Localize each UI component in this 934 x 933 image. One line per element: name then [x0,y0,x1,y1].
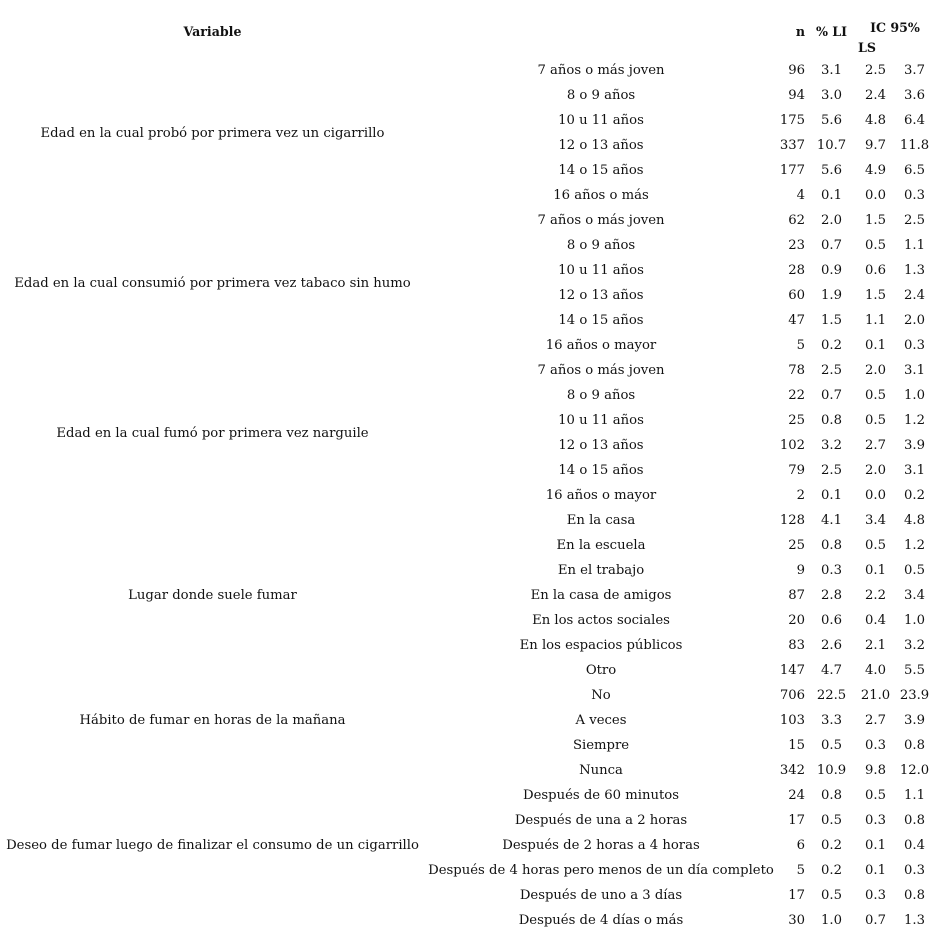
category-cell: Otro [585,663,617,678]
ls-cell: 2.0 [904,313,925,328]
li-cell: 4.8 [865,113,886,128]
li-cell: 9.8 [865,763,886,778]
li-cell: 2.7 [865,713,886,728]
ls-cell: 2.4 [904,288,925,303]
header-pct-li: % LI [815,23,848,39]
li-cell: 2.7 [865,438,886,453]
table-row [0,208,934,233]
table-row [0,683,934,708]
li-cell: 2.0 [865,463,886,478]
variable-label: Lugar donde suele fumar [128,588,297,603]
pct-li-cell: 2.0 [821,213,842,228]
ls-cell: 3.9 [904,713,925,728]
li-cell: 0.4 [865,613,886,628]
ls-cell: 1.1 [904,238,925,253]
n-cell: 17 [788,888,805,903]
pct-li-cell: 0.5 [821,888,842,903]
li-cell: 0.0 [865,188,886,203]
category-cell: 14 o 15 años [558,163,644,178]
pct-li-cell: 4.7 [821,663,842,678]
data-table [0,4,934,933]
li-cell: 0.0 [865,488,886,503]
category-cell: 8 o 9 años [566,88,636,103]
n-cell: 102 [779,438,805,453]
ls-cell: 1.1 [904,788,925,803]
li-cell: 2.5 [865,63,886,78]
pct-li-cell: 3.1 [821,63,842,78]
pct-li-cell: 0.2 [821,838,842,853]
ls-cell: 0.8 [904,813,925,828]
pct-li-cell: 1.5 [821,313,842,328]
category-cell: En la casa de amigos [530,588,672,603]
category-cell: 7 años o más joven [537,363,665,378]
pct-li-cell: 2.5 [821,363,842,378]
ls-cell: 2.5 [904,213,925,228]
pct-li-cell: 0.8 [821,413,842,428]
li-cell: 9.7 [865,138,886,153]
pct-li-cell: 0.2 [821,338,842,353]
pct-li-cell: 1.9 [821,288,842,303]
pct-li-cell: 2.6 [821,638,842,653]
li-cell: 0.1 [865,838,886,853]
pct-li-cell: 3.3 [821,713,842,728]
ls-cell: 3.1 [904,363,925,378]
category-cell: 12 o 13 años [558,288,644,303]
ls-cell: 1.2 [904,538,925,553]
n-cell: 5 [796,863,805,878]
li-cell: 1.5 [865,288,886,303]
category-cell: No [591,688,611,703]
li-cell: 0.5 [865,388,886,403]
pct-li-cell: 0.7 [821,388,842,403]
pct-li-cell: 2.8 [821,588,842,603]
li-cell: 0.3 [865,888,886,903]
n-cell: 147 [779,663,805,678]
category-cell: En los espacios públicos [519,638,683,653]
n-cell: 103 [779,713,805,728]
pct-li-cell: 0.1 [821,188,842,203]
header-ls: LS [858,40,876,55]
header-ls-blank [895,37,934,58]
ls-cell: 3.4 [904,588,925,603]
ls-cell: 0.2 [904,488,925,503]
pct-li-cell: 3.0 [821,88,842,103]
category-cell: Nunca [579,763,623,778]
table-row [0,758,934,783]
n-cell: 30 [788,913,805,928]
li-cell: 0.5 [865,413,886,428]
li-cell: 0.3 [865,738,886,753]
ls-cell: 3.6 [904,88,925,103]
category-cell: Después de uno a 3 días [519,888,683,903]
category-cell: Después de una a 2 horas [514,813,688,828]
pct-li-cell: 5.6 [821,163,842,178]
ls-cell: 1.3 [904,913,925,928]
ls-cell: 0.3 [904,338,925,353]
pct-li-cell: 0.5 [821,738,842,753]
ls-cell: 4.8 [904,513,925,528]
ls-cell: 1.2 [904,413,925,428]
category-cell: 16 años o más [553,188,649,203]
n-cell: 5 [796,338,805,353]
ls-cell: 6.4 [904,113,925,128]
n-cell: 342 [779,763,805,778]
li-cell: 0.1 [865,563,886,578]
ls-cell: 0.5 [904,563,925,578]
li-cell: 0.5 [865,238,886,253]
category-cell: A veces [575,713,627,728]
header-n: n [795,23,805,39]
header-category [425,4,777,58]
n-cell: 4 [796,188,805,203]
ls-cell: 11.8 [899,138,930,153]
n-cell: 337 [779,138,805,153]
variable-label: Edad en la cual consumió por primera vez tabaco sin humo [14,275,411,291]
pct-li-cell: 4.1 [821,513,842,528]
n-cell: 20 [788,613,805,628]
category-cell: 14 o 15 años [558,313,644,328]
variable-label: Hábito de fumar en horas de la mañana [79,713,346,728]
category-cell: 12 o 13 años [558,138,644,153]
n-cell: 25 [788,413,805,428]
li-cell: 3.4 [865,513,886,528]
category-cell: 14 o 15 años [558,463,644,478]
li-cell: 4.0 [865,663,886,678]
ls-cell: 3.1 [904,463,925,478]
category-cell: 7 años o más joven [537,213,665,228]
n-cell: 2 [796,488,805,503]
n-cell: 128 [779,513,805,528]
n-cell: 15 [788,738,805,753]
pct-li-cell: 2.5 [821,463,842,478]
pct-li-cell: 10.7 [816,138,847,153]
pct-li-cell: 0.6 [821,613,842,628]
ls-cell: 12.0 [899,763,930,778]
category-cell: 16 años o mayor [545,488,657,503]
ls-cell: 3.9 [904,438,925,453]
li-cell: 0.6 [865,263,886,278]
pct-li-cell: 0.8 [821,538,842,553]
category-cell: 10 u 11 años [558,263,644,278]
category-cell: En el trabajo [557,563,645,578]
table-row [0,508,934,533]
table-row [0,358,934,383]
n-cell: 175 [779,113,805,128]
n-cell: 79 [788,463,805,478]
pct-li-cell: 0.2 [821,863,842,878]
li-cell: 1.1 [865,313,886,328]
pct-li-cell: 0.3 [821,563,842,578]
n-cell: 87 [788,588,805,603]
n-cell: 25 [788,538,805,553]
n-cell: 23 [788,238,805,253]
n-cell: 47 [788,313,805,328]
pct-li-cell: 0.8 [821,788,842,803]
category-cell: 16 años o mayor [545,338,657,353]
li-cell: 21.0 [860,688,891,703]
n-cell: 28 [788,263,805,278]
ls-cell: 0.8 [904,888,925,903]
ls-cell: 5.5 [904,663,925,678]
table-body [0,58,934,933]
ls-cell: 1.0 [904,613,925,628]
n-cell: 83 [788,638,805,653]
ls-cell: 3.2 [904,638,925,653]
table-row [0,58,934,83]
category-cell: 7 años o más joven [537,63,665,78]
ls-cell: 0.3 [904,863,925,878]
ls-cell: 0.4 [904,838,925,853]
ls-cell: 3.7 [904,63,925,78]
variable-label: Deseo de fumar luego de finalizar el consumo de un cigarrillo [6,838,419,853]
li-cell: 0.5 [865,538,886,553]
ls-cell: 23.9 [899,688,930,703]
n-cell: 177 [779,163,805,178]
n-cell: 62 [788,213,805,228]
header-variable: Variable [183,23,242,39]
variable-label: Edad en la cual fumó por primera vez narguile [56,425,369,441]
category-cell: En los actos sociales [532,613,670,628]
ls-cell: 0.8 [904,738,925,753]
pct-li-cell: 3.2 [821,438,842,453]
li-cell: 1.5 [865,213,886,228]
category-cell: En la escuela [556,538,646,553]
n-cell: 706 [779,688,805,703]
li-cell: 0.5 [865,788,886,803]
pct-li-cell: 0.9 [821,263,842,278]
variable-label: Edad en la cual probó por primera vez un cigarrillo [40,125,385,141]
ls-cell: 1.0 [904,388,925,403]
pct-li-cell: 0.7 [821,238,842,253]
category-cell: En la casa [566,513,636,528]
n-cell: 94 [788,88,805,103]
table-header [0,4,934,58]
n-cell: 78 [788,363,805,378]
category-cell: Después de 4 horas pero menos de un día completo [428,863,774,878]
n-cell: 60 [788,288,805,303]
pct-li-cell: 0.5 [821,813,842,828]
pct-li-cell: 22.5 [816,688,847,703]
category-cell: 8 o 9 años [566,238,636,253]
ls-cell: 6.5 [904,163,925,178]
category-cell: 8 o 9 años [566,388,636,403]
li-cell: 2.2 [865,588,886,603]
li-cell: 0.3 [865,813,886,828]
pct-li-cell: 5.6 [821,113,842,128]
pct-li-cell: 0.1 [821,488,842,503]
ls-cell: 1.3 [904,263,925,278]
li-cell: 2.0 [865,363,886,378]
category-cell: 10 u 11 años [558,413,644,428]
li-cell: 0.1 [865,338,886,353]
n-cell: 6 [796,838,805,853]
category-cell: Después de 60 minutos [523,788,679,803]
category-cell: Después de 4 días o más [518,913,684,928]
n-cell: 17 [788,813,805,828]
ls-cell: 0.3 [904,188,925,203]
n-cell: 24 [788,788,805,803]
pct-li-cell: 10.9 [816,763,847,778]
n-cell: 96 [788,63,805,78]
category-cell: Siempre [572,738,630,753]
header-ic-95: IC 95% [870,20,920,35]
category-cell: 12 o 13 años [558,438,644,453]
n-cell: 22 [788,388,805,403]
pct-li-cell: 1.0 [821,913,842,928]
n-cell: 9 [796,563,805,578]
category-cell: Después de 2 horas a 4 horas [502,838,700,853]
li-cell: 2.1 [865,638,886,653]
li-cell: 0.7 [865,913,886,928]
li-cell: 2.4 [865,88,886,103]
category-cell: 10 u 11 años [558,113,644,128]
li-cell: 4.9 [865,163,886,178]
li-cell: 0.1 [865,863,886,878]
